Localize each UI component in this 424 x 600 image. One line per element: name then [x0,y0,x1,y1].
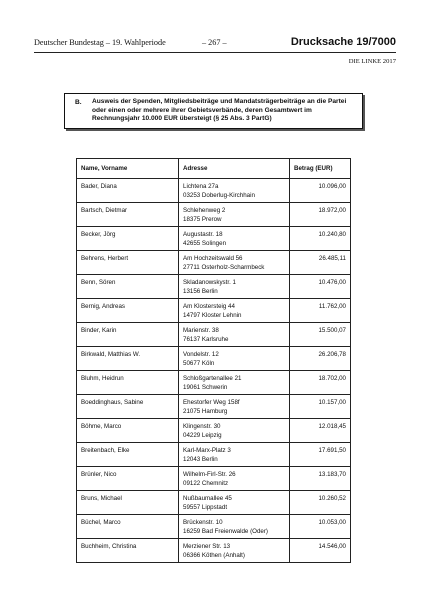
address-city: 21075 Hamburg [183,408,228,415]
table-row [77,539,351,563]
donor-name: Bartsch, Dietmar [77,203,179,227]
donation-amount: 10.053,00 [290,515,351,539]
page-number: – 267 – [202,38,227,47]
header-name: Name, Vorname [77,159,179,179]
publication-title: Deutscher Bundestag – 19. Wahlperiode [34,38,166,47]
donation-amount: 10.240,80 [290,227,351,251]
party-label: DIE LINKE 2017 [348,58,396,65]
donor-name: Bluhm, Heidrun [77,371,179,395]
donor-name: Büchel, Marco [77,515,179,539]
donor-address [179,203,290,227]
donor-address [179,395,290,419]
address-city: 16259 Bad Freienwalde (Oder) [183,528,268,535]
donor-name: Behrens, Herbert [77,251,179,275]
table-row [77,275,351,299]
donation-amount: 11.762,00 [290,299,351,323]
donor-name: Bernig, Andreas [77,299,179,323]
section-letter: B. [75,99,82,106]
table-row [77,347,351,371]
address-street: Nußbaumallee 45 [183,495,232,502]
table-row [77,323,351,347]
donor-address [179,347,290,371]
address-street: Augustastr. 18 [183,231,223,238]
table-row [77,419,351,443]
donor-name: Buchheim, Christina [77,539,179,563]
donation-amount: 17.691,50 [290,443,351,467]
address-city: 03253 Doberlug-Kirchhain [183,192,255,199]
donor-address [179,515,290,539]
address-city: 42655 Solingen [183,240,227,247]
table-row [77,467,351,491]
donation-amount: 26.485,11 [290,251,351,275]
donation-amount: 14.546,00 [290,539,351,563]
table-row [77,515,351,539]
address-city: 19061 Schwerin [183,384,228,391]
table-row [77,179,351,203]
donor-address [179,371,290,395]
address-street: Karl-Marx-Platz 3 [183,447,231,454]
donor-address [179,323,290,347]
section-heading-text: Ausweis der Spenden, Mitgliedsbeiträge und Mandatsträgerbeiträge an die Partei oder einen oder mehrere ihrer Gebietsverbände, deren Gesamtwert im Rechnungsjahr 10.000 EUR übersteigt (§ 25 Abs. 3 PartG) [92,98,347,123]
address-city: 12043 Berlin [183,456,218,463]
address-city: 04229 Leipzig [183,432,222,439]
header-amount: Betrag (EUR) [290,159,351,179]
donor-name: Becker, Jörg [77,227,179,251]
address-street: Marienstr. 38 [183,327,219,334]
address-street: Lichtena 27a [183,183,219,190]
table-row [77,203,351,227]
address-street: Schloßgartenallee 21 [183,375,242,382]
donation-amount: 10.096,00 [290,179,351,203]
donation-amount: 13.183,70 [290,467,351,491]
donor-address [179,275,290,299]
table-row [77,227,351,251]
address-city: 06366 Köthen (Anhalt) [183,552,245,559]
document-number: Drucksache 19/7000 [290,36,396,48]
address-city: 18375 Prerow [183,216,222,223]
donor-address [179,419,290,443]
address-street: Merziener Str. 13 [183,543,231,550]
donation-amount: 12.018,45 [290,419,351,443]
address-street: Klingenstr. 30 [183,423,221,430]
table-row [77,251,351,275]
address-city: 27711 Osterholz-Scharmbeck [183,264,265,271]
address-city: 50677 Köln [183,360,215,367]
address-street: Brückenstr. 10 [183,519,223,526]
donor-address [179,539,290,563]
donor-address [179,491,290,515]
donations-table [76,158,351,563]
donation-amount: 18.702,00 [290,371,351,395]
donor-address [179,467,290,491]
address-street: Ehestorfer Weg 158f [183,399,240,406]
table-row [77,395,351,419]
donor-address [179,251,290,275]
donor-name: Brünler, Nico [77,467,179,491]
header-rule [34,52,396,53]
address-street: Wilhelm-Firl-Str. 26 [183,471,236,478]
address-street: Schlehenweg 2 [183,207,226,214]
address-city: 59557 Lippstadt [183,504,228,511]
address-city: 09122 Chemnitz [183,480,229,487]
address-street: Vondelstr. 12 [183,351,219,358]
donor-name: Birkwald, Matthias W. [77,347,179,371]
address-street: Am Hochzeitswald 56 [183,255,243,262]
donor-address [179,179,290,203]
donation-amount: 10.157,00 [290,395,351,419]
address-street: Skladanowskystr. 1 [183,279,236,286]
address-city: 76137 Karlsruhe [183,336,229,343]
donor-name: Böhme, Marco [77,419,179,443]
donation-amount: 26.206,78 [290,347,351,371]
table-header-row [77,159,351,179]
donor-name: Binder, Karin [77,323,179,347]
table-row [77,443,351,467]
donor-address [179,227,290,251]
table-body [77,179,351,563]
table-row [77,491,351,515]
donor-address [179,299,290,323]
address-street: Am Klostersteig 44 [183,303,235,310]
address-city: 14797 Kloster Lehnin [183,312,242,319]
header-address: Adresse [179,159,290,179]
section-heading-box [64,93,363,129]
table-row [77,299,351,323]
address-city: 13156 Berlin [183,288,218,295]
donor-name: Boeddinghaus, Sabine [77,395,179,419]
donor-name: Benn, Sören [77,275,179,299]
donation-amount: 15.500,07 [290,323,351,347]
donation-amount: 10.476,00 [290,275,351,299]
donation-amount: 18.972,00 [290,203,351,227]
page-header [34,38,396,52]
donor-address [179,443,290,467]
donor-name: Breitenbach, Elke [77,443,179,467]
table-row [77,371,351,395]
donation-amount: 10.260,52 [290,491,351,515]
donor-name: Bader, Diana [77,179,179,203]
donor-name: Bruns, Michael [77,491,179,515]
